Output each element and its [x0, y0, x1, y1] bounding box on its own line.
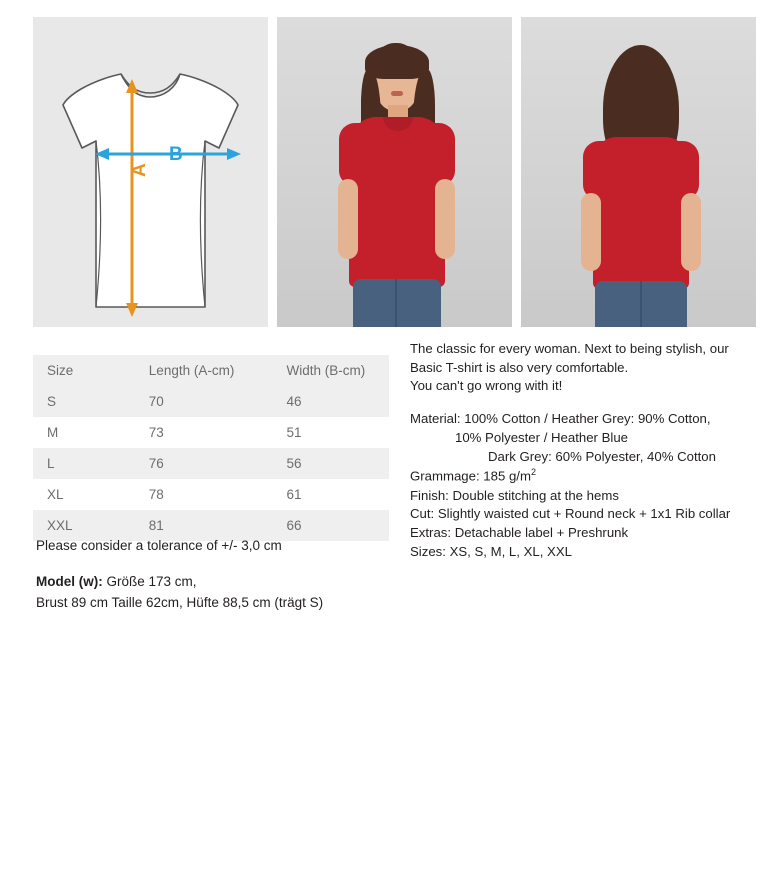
cell-width: 51 [286, 425, 302, 440]
cell-size: S [47, 394, 57, 409]
intro-line-3: You can't go wrong with it! [410, 378, 563, 394]
table-row [33, 510, 389, 541]
model-back-photo [521, 17, 756, 327]
table-header-row [33, 355, 389, 386]
model-info [36, 572, 323, 614]
cell-length: 76 [148, 456, 164, 471]
material-line-1: Material: 100% Cotton / Heather Grey: 90% Cotton, [410, 411, 711, 427]
cell-length: 73 [148, 425, 164, 440]
grammage-line [410, 466, 750, 486]
table-row [33, 448, 389, 479]
model-size-text: Größe 173 cm, [102, 574, 197, 589]
cell-length: 81 [148, 518, 164, 533]
table-row [33, 479, 389, 510]
model-line-2: Brust 89 cm Taille 62cm, Hüfte 88,5 cm (trägt S) [36, 594, 324, 610]
width-label: B [169, 144, 183, 165]
cell-size: XL [47, 487, 64, 502]
grammage-exponent: 2 [530, 467, 536, 478]
header-size: Size [47, 363, 74, 378]
model-label: Model (w): [36, 574, 103, 589]
cell-width: 61 [286, 487, 302, 502]
size-table [33, 355, 389, 541]
tolerance-note: Please consider a tolerance of +/- 3,0 cm [36, 538, 282, 553]
cell-size: M [47, 425, 59, 440]
cell-length: 78 [148, 487, 164, 502]
material-line-3: Dark Grey: 60% Polyester, 40% Cotton [488, 448, 716, 464]
cell-size: L [47, 456, 55, 471]
table-row [33, 417, 389, 448]
material-line-2: 10% Polyester / Heather Blue [455, 429, 628, 445]
sizes-line: Sizes: XS, S, M, L, XL, XXL [410, 543, 572, 559]
cell-width: 56 [286, 456, 302, 471]
header-length: Length (A-cm) [148, 363, 235, 378]
intro-line-1: The classic for every woman. Next to being stylish, our [410, 341, 729, 356]
spec-list [410, 410, 750, 561]
product-description [410, 340, 750, 561]
header-width: Width (B-cm) [286, 363, 366, 378]
cell-length: 70 [148, 394, 164, 409]
model-front-photo [277, 17, 512, 327]
finish-line: Finish: Double stitching at the hems [410, 487, 619, 503]
extras-line: Extras: Detachable label + Preshrunk [410, 525, 629, 540]
table-row [33, 386, 389, 417]
cell-width: 46 [286, 394, 302, 409]
cell-size: XXL [47, 518, 73, 533]
length-label: A [129, 163, 150, 177]
intro-paragraph [410, 340, 750, 396]
product-images-row [33, 17, 756, 327]
grammage-text: Grammage: 185 g/m [410, 468, 531, 484]
measurement-diagram-panel [33, 17, 268, 327]
cell-width: 66 [286, 518, 302, 533]
model-line-1 [36, 572, 323, 593]
cut-line: Cut: Slightly waisted cut + Round neck + 1x1 Rib collar [410, 506, 731, 522]
intro-line-2: Basic T-shirt is also very comfortable. [410, 359, 629, 375]
